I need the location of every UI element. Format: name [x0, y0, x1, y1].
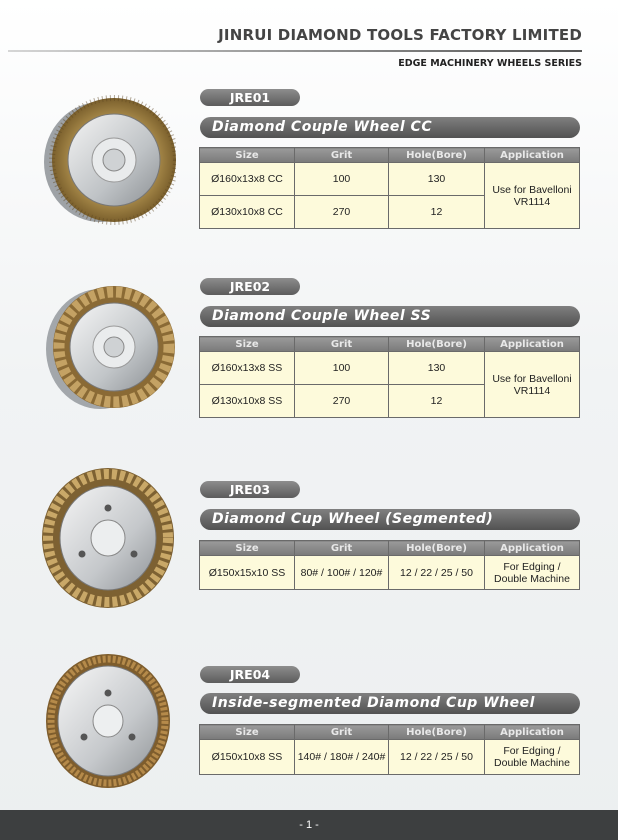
spec-table-header-row: [200, 725, 580, 740]
product-code-badge: JRE03: [200, 481, 300, 498]
column-header-application: Application: [485, 148, 580, 163]
cell-hole: 12 / 22 / 25 / 50: [389, 556, 485, 590]
page-footer: [0, 810, 618, 840]
diamond-couple-wheel-ss-image: [42, 279, 176, 415]
column-header-size: Size: [200, 337, 295, 352]
cell-grit: 140# / 180# / 240#: [295, 740, 389, 775]
cell-size: Ø150x10x8 SS: [200, 740, 295, 775]
cell-size: Ø160x13x8 SS: [200, 352, 295, 385]
table-row: [200, 740, 580, 775]
spec-table: [199, 724, 580, 775]
table-row: [200, 163, 580, 196]
spec-table: [199, 540, 580, 590]
column-header-size: Size: [200, 725, 295, 740]
cell-application: Use for Bavelloni VR1114: [485, 352, 580, 418]
header-series-subtitle: EDGE MACHINERY WHEELS SERIES: [398, 58, 582, 69]
column-header-hole: Hole(Bore): [389, 541, 485, 556]
diamond-cup-wheel-segmented-image: [40, 462, 180, 610]
cell-hole: 12: [389, 196, 485, 229]
column-header-grit: Grit: [295, 725, 389, 740]
product-name-banner: Inside-segmented Diamond Cup Wheel: [200, 693, 580, 714]
product-name-banner: Diamond Couple Wheel CC: [200, 117, 580, 138]
cell-size: Ø130x10x8 CC: [200, 196, 295, 229]
spec-table: [199, 147, 580, 229]
cell-grit: 100: [295, 352, 389, 385]
cell-grit: 80# / 100# / 120#: [295, 556, 389, 590]
column-header-application: Application: [485, 541, 580, 556]
cell-hole: 130: [389, 352, 485, 385]
cell-application: For Edging / Double Machine: [485, 556, 580, 590]
column-header-hole: Hole(Bore): [389, 337, 485, 352]
column-header-application: Application: [485, 337, 580, 352]
product-code-badge: JRE02: [200, 278, 300, 295]
column-header-grit: Grit: [295, 337, 389, 352]
product-code-badge: JRE04: [200, 666, 300, 683]
cell-size: Ø150x15x10 SS: [200, 556, 295, 590]
table-row: [200, 556, 580, 590]
inside-segmented-diamond-cup-wheel-image: [44, 649, 176, 791]
cell-hole: 12: [389, 385, 485, 418]
cell-hole: 130: [389, 163, 485, 196]
cell-size: Ø160x13x8 CC: [200, 163, 295, 196]
product-name-banner: Diamond Cup Wheel (Segmented): [200, 509, 580, 530]
column-header-application: Application: [485, 725, 580, 740]
spec-table-header-row: [200, 541, 580, 556]
cell-hole: 12 / 22 / 25 / 50: [389, 740, 485, 775]
cell-size: Ø130x10x8 SS: [200, 385, 295, 418]
cell-application: For Edging / Double Machine: [485, 740, 580, 775]
header-rule: [8, 50, 582, 52]
cell-grit: 270: [295, 196, 389, 229]
spec-table-header-row: [200, 148, 580, 163]
cell-grit: 270: [295, 385, 389, 418]
diamond-couple-wheel-cc-image: [40, 92, 176, 228]
column-header-size: Size: [200, 148, 295, 163]
column-header-size: Size: [200, 541, 295, 556]
column-header-hole: Hole(Bore): [389, 148, 485, 163]
page-number: - 1 -: [299, 819, 319, 831]
header-company-title: JINRUI DIAMOND TOOLS FACTORY LIMITED: [218, 26, 582, 44]
column-header-hole: Hole(Bore): [389, 725, 485, 740]
table-row: [200, 352, 580, 385]
spec-table-header-row: [200, 337, 580, 352]
cell-application: Use for Bavelloni VR1114: [485, 163, 580, 229]
column-header-grit: Grit: [295, 148, 389, 163]
product-code-badge: JRE01: [200, 89, 300, 106]
spec-table: [199, 336, 580, 418]
cell-grit: 100: [295, 163, 389, 196]
column-header-grit: Grit: [295, 541, 389, 556]
product-name-banner: Diamond Couple Wheel SS: [200, 306, 580, 327]
